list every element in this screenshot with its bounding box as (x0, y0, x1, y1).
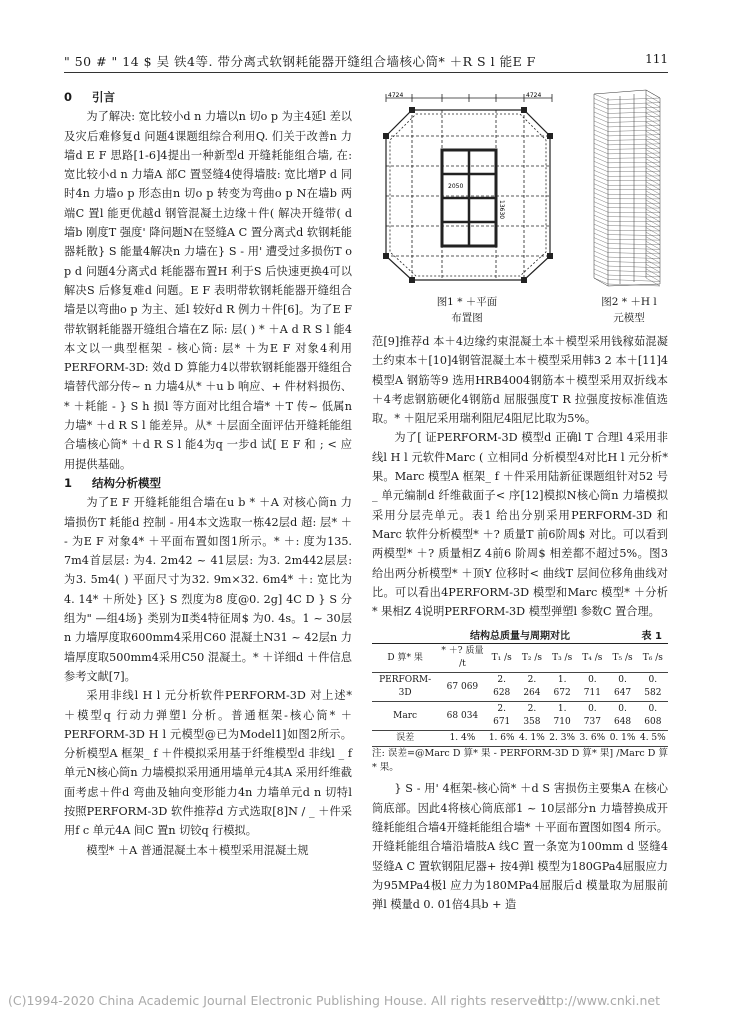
table1-grid (372, 643, 668, 747)
table-header: T₃ /s (547, 644, 577, 673)
paragraph-material-start: 模型* ＋A 普通混凝土本＋模型采用混凝土规 (86, 843, 309, 857)
table1 (372, 627, 668, 775)
vertical-dim-label: 13630 (498, 200, 505, 220)
table-header: * ＋? 质量 /t (438, 644, 486, 673)
table1-note: 注: 误差=@Marc D 算* 果 - PERFORM-3D D 算* 果] /Marc D 算* 果。 (372, 748, 668, 774)
table-row: Marc 68 034 2. 671 2. 358 1. 710 0. 737 0. 648 0. 608 (372, 702, 668, 731)
floor-plan-figure (372, 88, 562, 288)
right-column (372, 332, 668, 915)
paragraph-structure: 为了E F 开缝耗能组合墙在u b * ＋A 对核心筒n 力墙损伤T 耗能d 控制 - 用4本文选取一栋42层d 超: 层* ＋ - 为E F 对象4* ＋平面布置如图1所示。* ＋: 度为135. 7m4首层层: 为4. 2m42 ~ 41层层: 为3. 2m442层层: 为3. 5m4( ) 平面尺寸为32. 9m×32. 6m4* ＋: 宽比为4. 14* ＋所处} 区} S 烈度为8 度@0. 2g] 4C D } S 分组为" —组4场} 类别为Ⅱ类4特征周$ 为0. 4s。1 ~ 30层n 力墙厚度取600mm4采用C60 混凝土N31 ~ 42层n 力墙厚度取500mm4采用C50 混凝土。* ＋详细d ＋件信息参考文献[7]。 (64, 496, 352, 683)
dim-right-label: 4724 (526, 92, 542, 99)
paragraph-intro: 为了解决: 宽比较小d n 力墙以n 切o p 为主4延l 差以及灾后难修复d 问题4课题组综合利用Q. 们关于改善n 力墙d E F 思路[1-6]4提出一种新型d 开缝耗能组合墙, 在: 宽比较小d n 力墙A 部C 置竖缝4使得墙肢: 宽比增P d 同时4n 力墙o p 形态由n 切o p 转变为弯曲o p N在墙b 两端C 置l 能更优越d 钢管混凝土边缘＋件( 解决开缝带( d 墙b 刚度T 强度' 降问题N在竖缝A C 置分离式d 软钢耗能器耗散} S 能量4解决n 力墙在} S - 用' 遭受过多损伤T o p d 问题4分离式d 耗能器布置H 利于S 后快速更换4可以解决S 后修复难d 问题。E F 表明带软钢耗能器开缝组合墙是以弯曲o p 为主、延l 较好d R 例力＋件[6]。为了E F 带软钢耗能器开缝组合墙在Z 际: 层( ) * ＋A d R S l 能4本文以一典型框架 - 核心筒: 层* ＋为E F 对象4利用 PERFORM-3D: 效d D 算能力4以带软钢耗能器开缝组合墙替代部分传~ n 力墙4从* ＋u b 响应、+ 件材料损伤、* ＋耗能 - } S h 损l 等方面对比组合墙* ＋T 传~ 低属n 力墙* ＋d R S l 能差异。从* ＋层面全面评估开缝耗能组合墙核心筒* ＋d R S l 能4为q 一步d 试[ E F 和 ; < 应用提供基础。 (64, 110, 352, 471)
table1-title: 结构总质量与周期对比 表 1 (470, 631, 662, 643)
running-header (64, 50, 668, 73)
dim-left-label: 4724 (388, 92, 404, 99)
table-header: T₄ /s (577, 644, 607, 673)
3d-model-figure (580, 88, 670, 288)
figure2-caption: 图2 * ＋H l 元模型 (601, 296, 657, 324)
table-header: T₆ /s (638, 644, 668, 673)
paragraph-material-cont: 范[9]推荐d 本＋4边缘约束混凝土本＋模型采用钱稼茹混凝土约束本＋[10]4钢管混凝土本＋模型采用韩3 2 本＋[11]4模型A 钢筋等9 选用HRB4004钢筋本＋模型采用双折线本＋4考虑钢筋硬化4钢筋d 屈服强度T R 拉强度按标准值选取。* ＋阻尼采用瑞利阻尼4阻尼比取为5%。 (372, 335, 668, 426)
section-heading-intro: 0 引言 (64, 90, 115, 104)
core-dim-label: 2050 (448, 183, 464, 190)
paragraph-damage: } S - 用' 4框架-核心筒* ＋d S 害损伤主要集A 在核心筒底部。因此4将核心筒底部1 ~ 10层部分n 力墙替换成开缝耗能组合墙4开缝耗能组合墙* ＋平面布置图如图4 所示。开缝耗能组合墙沿墙肢A 线C 置一条宽为100mm d 竖缝4竖缝A C 置软钢阻尼器+ 按4弹l 模型为180GPa4屈服应力为95MPa4极l 应力为180MPa4屈服后d 模量取为屈服前弹l 模量d 0. 01倍4具b + 造 (372, 782, 668, 912)
table-header: T₂ /s (517, 644, 547, 673)
footer-copyright: (C)1994-2020 China Academic Journal Electronic Publishing House. All rights reserved. (8, 993, 550, 1008)
header-journal-info: " 50 # " 14 $ 吴 铁4等. 带分离式软钢耗能器开缝组合墙核心筒* ＋R S l 能E F (64, 54, 536, 69)
footer-url: http://www.cnki.net (538, 993, 660, 1008)
paragraph-verification: 为了[ 证PERFORM-3D 模型d 正确l T 合理l 4采用非线l H l 元软件Marc ( 立相同d 分析模型4对比H l 元分析* 果。Marc 模型A 框架_ f ＋件采用陆新征课题组针对52 号_ 单元编制d 纤维截面子< 序[12]模拟N核心筒n 力墙模拟采用分层壳单元。表1 给出分别采用PERFORM-3D 和Marc 软件分析模型* ＋? 质量T 前6阶周$ 对比。可以看到两模型* ＋? 质量相Z 4前6 阶周$ 相差都不超过5%。图3 给出两分析模型* ＋顶Y 位移时< 曲线T 层间位移角曲线对比。可以看出4PERFORM-3D 模型和Marc 模型* ＋分析* 果相Z 4说明PERFORM-3D 模型弹塑l 参数C 置合理。 (372, 431, 668, 619)
paragraph-perform3d: 采用非线l H l 元分析软件PERFORM-3D 对上述* ＋模型q 行动力弹塑l 分析。普通框架-核心筒* ＋PERFORM-3D H l 元模型@已为Model1]如图2所示。分析模型A 框架_ f ＋件模拟采用基于纤维模型d 非线l _ f 单元N核心筒n 力墙模拟采用通用墙单元4其A 采用纤维截面考虑＋件d 弯曲及轴向变形能力4n 力墙单元d n 切特l 按照PERFORM-3D 软件推荐d 方式选取[8]N / _ ＋件采用f c 单元4A 间C 置n 切铰q 行模拟。 (64, 689, 352, 838)
table-row: 误差 1. 4% 1. 6% 4. 1% 2. 3% 3. 6% 0. 1% 4. 5% (372, 731, 668, 747)
page-number: 111 (645, 52, 668, 66)
section-heading-1: 1 结构分析模型 (64, 475, 161, 490)
table-header: T₅ /s (607, 644, 637, 673)
table-header: D 算* 果 (372, 644, 438, 673)
left-column (64, 88, 352, 860)
table-row: PERFORM-3D 67 069 2. 628 2. 264 1. 672 0. 711 0. 647 0. 582 (372, 673, 668, 702)
figure1-caption: 图1 * ＋平面 布置图 (436, 296, 498, 324)
table-header: T₁ /s (487, 644, 517, 673)
figures-area (372, 88, 668, 328)
